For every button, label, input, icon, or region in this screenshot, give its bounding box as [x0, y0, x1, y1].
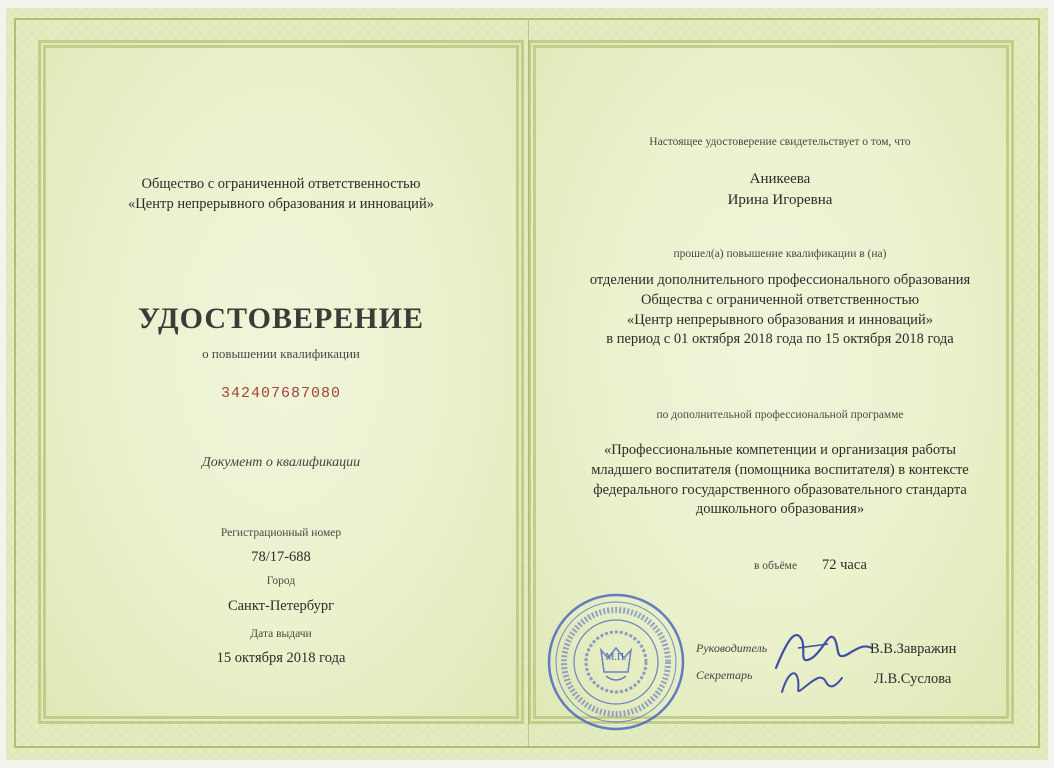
holder-surname: Аникеева: [749, 171, 811, 187]
document-type: Документ о квалификации: [201, 455, 361, 470]
program-line-2: младшего воспитателя (помощника воспитателя) в контексте: [591, 462, 969, 478]
department-line-3: «Центр непрерывного образования и инноваций»: [627, 312, 933, 328]
study-period: в период с 01 октября 2018 года по 15 октября 2018 года: [606, 331, 954, 347]
director-label: Руководитель: [696, 641, 768, 655]
issue-date-label: Дата выдачи: [250, 628, 312, 640]
org-line-1: Общество с ограниченной ответственностью: [141, 176, 421, 192]
issue-date-value: 15 октября 2018 года: [216, 650, 346, 666]
page-fold: [528, 20, 529, 748]
volume-value: 72 часа: [822, 557, 867, 573]
volume-label: в объёме: [754, 560, 798, 572]
left-page: [38, 40, 524, 724]
program-label: по дополнительной профессиональной программе: [656, 409, 904, 421]
document-number: 342407687080: [220, 385, 342, 402]
secretary-signature: [776, 660, 846, 700]
secretary-name: Л.В.Суслова: [874, 671, 952, 687]
passed-text: прошел(а) повышение квалификации в (на): [673, 248, 887, 260]
director-name: В.В.Завражин: [870, 641, 957, 657]
reg-number-label: Регистрационный номер: [220, 527, 342, 539]
org-line-2: «Центр непрерывного образования и инноваций»: [128, 196, 434, 212]
department-line-2: Общества с ограниченной ответственностью: [640, 292, 920, 308]
intro-text: Настоящее удостоверение свидетельствует о том, что: [649, 136, 911, 148]
document-subtitle: о повышении квалификации: [202, 346, 360, 361]
document-title: УДОСТОВЕРЕНИЕ: [138, 302, 424, 335]
holder-name: Ирина Игоревна: [727, 192, 833, 208]
reg-number-value: 78/17-688: [251, 549, 311, 565]
seal-mp-text: М.П.: [605, 652, 627, 663]
city-label: Город: [266, 575, 296, 587]
program-line-1: «Профессиональные компетенции и организация работы: [603, 442, 957, 458]
program-line-4: дошкольного образования»: [695, 501, 865, 517]
department-line-1: отделении дополнительного профессионального образования: [589, 272, 971, 288]
program-line-3: федерального государственного образовательного стандарта: [593, 482, 967, 498]
secretary-label: Секретарь: [696, 668, 753, 682]
city-value: Санкт-Петербург: [227, 598, 335, 614]
